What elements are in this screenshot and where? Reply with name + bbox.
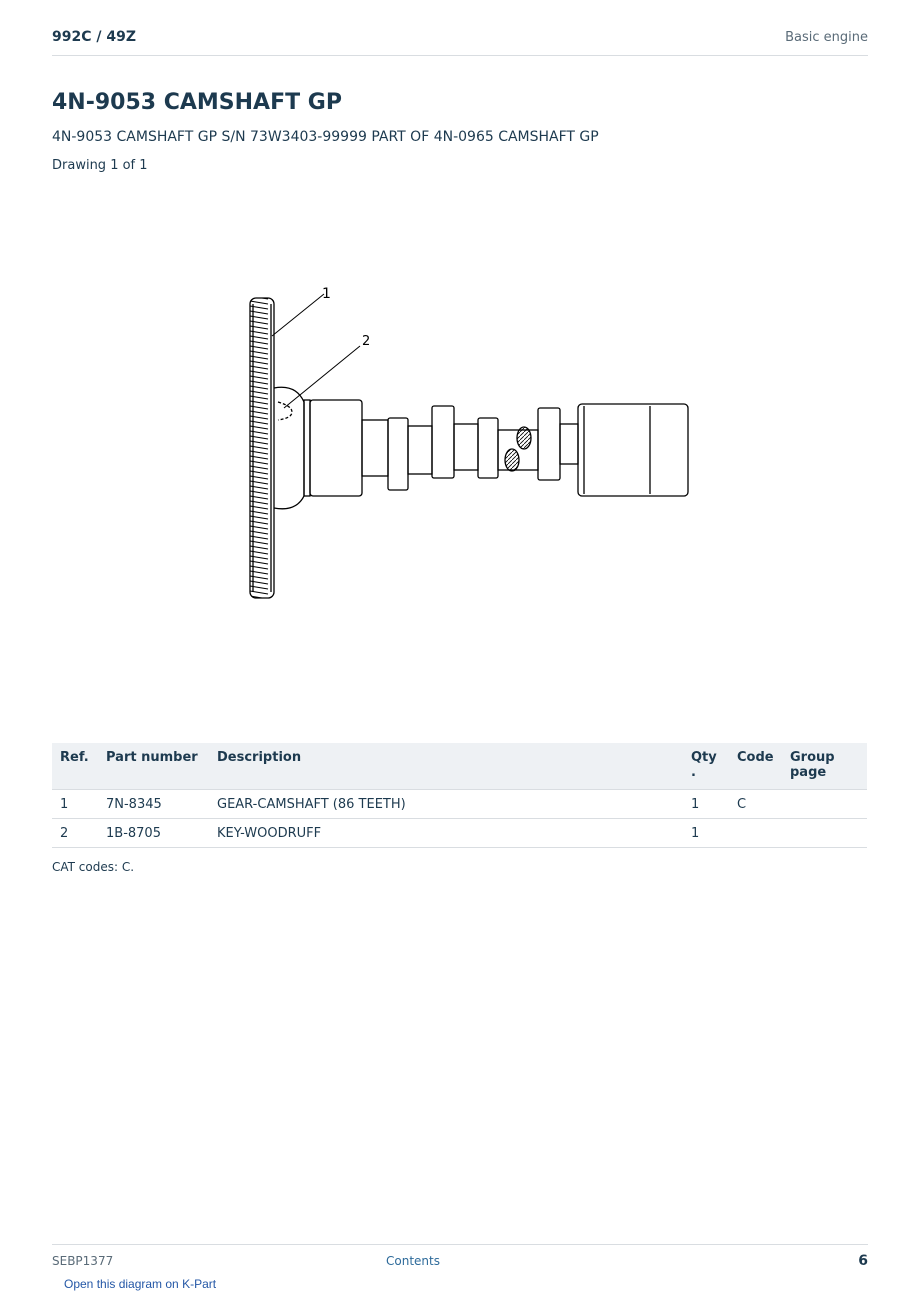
camshaft-gear — [250, 298, 304, 598]
drawing-count: Drawing 1 of 1 — [52, 158, 148, 173]
page-number: 6 — [858, 1253, 868, 1269]
col-group-page: Group page — [782, 743, 867, 790]
col-code: Code — [729, 743, 782, 790]
callout-leaders — [272, 294, 360, 408]
parts-table — [52, 743, 867, 848]
cell-description: KEY-WOODRUFF — [209, 819, 683, 848]
col-qty: Qty . — [683, 743, 729, 790]
cell-code — [729, 819, 782, 848]
cell-group-page — [782, 819, 867, 848]
section-label: Basic engine — [785, 30, 868, 45]
cell-qty: 1 — [683, 819, 729, 848]
doc-id: SEBP1377 — [52, 1254, 114, 1268]
camshaft-body — [304, 400, 688, 496]
page-header — [52, 29, 868, 56]
cell-part-number: 1B-8705 — [98, 819, 209, 848]
table-header-row — [52, 743, 867, 790]
cell-group-page — [782, 790, 867, 819]
table-row — [52, 819, 867, 848]
page-subtitle: 4N-9053 CAMSHAFT GP S/N 73W3403-99999 PART OF 4N-0965 CAMSHAFT GP — [52, 129, 599, 145]
cell-qty: 1 — [683, 790, 729, 819]
cell-ref: 2 — [52, 819, 98, 848]
page-title: 4N-9053 CAMSHAFT GP — [52, 90, 342, 115]
cell-ref: 1 — [52, 790, 98, 819]
cell-description: GEAR-CAMSHAFT (86 TEETH) — [209, 790, 683, 819]
cat-codes-note: CAT codes: C. — [52, 860, 135, 874]
col-part-number: Part number — [98, 743, 209, 790]
table-row — [52, 790, 867, 819]
col-description: Description — [209, 743, 683, 790]
model-label: 992C / 49Z — [52, 29, 136, 45]
camshaft-diagram — [200, 180, 720, 710]
contents-link[interactable]: Contents — [386, 1254, 440, 1268]
cell-part-number: 7N-8345 — [98, 790, 209, 819]
callout-1: 1 — [322, 286, 331, 302]
cell-code: C — [729, 790, 782, 819]
callout-2: 2 — [362, 334, 371, 349]
kpart-link[interactable]: Open this diagram on K-Part — [64, 1277, 217, 1291]
page-footer — [52, 1244, 868, 1275]
col-ref: Ref. — [52, 743, 98, 790]
